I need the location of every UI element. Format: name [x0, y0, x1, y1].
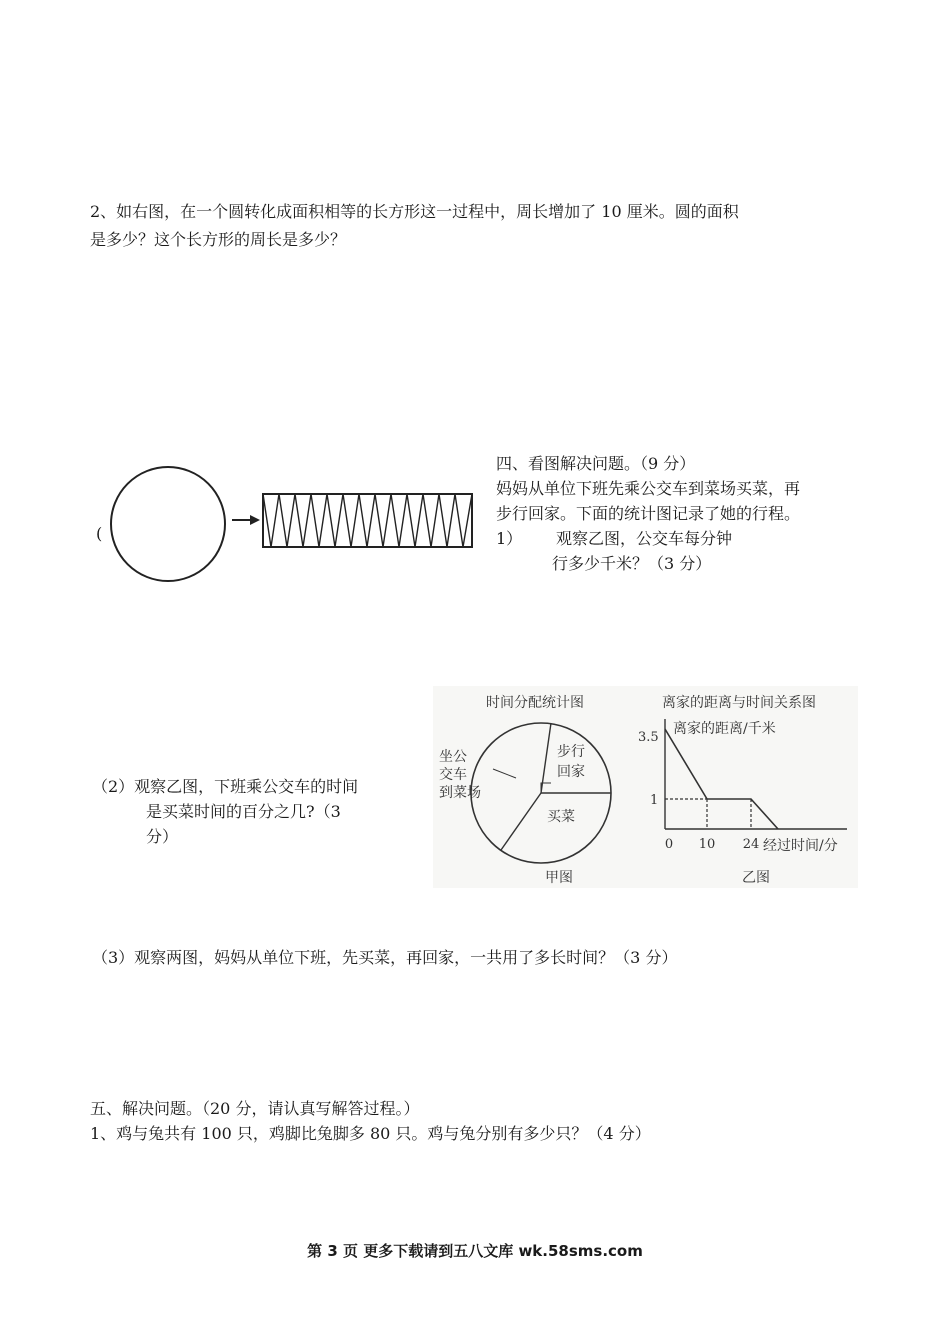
figure-paren: (: [96, 524, 103, 543]
zigzag-sectors: [263, 494, 472, 547]
q4-1-line2: 行多少千米？（3 分）: [552, 554, 712, 573]
charts-background: [433, 686, 858, 888]
circle-to-rectangle-figure: [104, 452, 479, 584]
xtick-24: 24: [742, 837, 760, 852]
circle-shape: [111, 467, 225, 581]
q4-1-line1: 观察乙图，公交车每分钟: [556, 529, 733, 548]
line-title: 离家的距离与时间关系图: [662, 695, 816, 711]
arrow-icon: [232, 515, 260, 525]
line-ylabel: 离家的距离/千米: [673, 721, 776, 737]
q2-line1: 2、如右图，在一个圆转化成面积相等的长方形这一过程中，周长增加了 10 厘米。圆的面积: [90, 202, 739, 221]
pie-caption: 甲图: [545, 870, 573, 886]
q4-2-line1: （2）观察乙图，下班乘公交车的时间: [92, 777, 359, 796]
q2-line2: 是多少？这个长方形的周长是多少？: [90, 230, 347, 249]
pie-label-walk-2: 回家: [557, 764, 585, 780]
xtick-10: 10: [698, 837, 716, 852]
ytick-3-5: 3.5: [638, 730, 659, 745]
section4-intro1: 妈妈从单位下班先乘公交车到菜场买菜，再: [496, 479, 801, 498]
q4-1-number: 1）: [496, 529, 523, 548]
section4-title: 四、看图解决问题。（9 分）: [496, 454, 696, 473]
q4-2-line2: 是买菜时间的百分之几?（3: [146, 802, 341, 821]
ytick-1: 1: [650, 793, 659, 808]
pie-label-bus-3: 到菜场: [439, 785, 481, 801]
section5-q1: 1、鸡与兔共有 100 只，鸡脚比兔脚多 80 只。鸡与兔分别有多少只？（4 分）: [90, 1124, 651, 1143]
page-footer: 第 3 页 更多下载请到五八文库 wk.58sms.com: [307, 1242, 643, 1260]
charts-figure: [433, 686, 858, 888]
line-caption: 乙图: [742, 870, 770, 886]
q4-3: （3）观察两图，妈妈从单位下班，先买菜，再回家，一共用了多长时间？（3 分）: [92, 948, 678, 967]
section5-title: 五、解决问题。（20 分，请认真写解答过程。）: [90, 1099, 420, 1118]
xtick-0: 0: [664, 837, 674, 852]
pie-label-walk-1: 步行: [557, 744, 585, 760]
pie-label-shop: 买菜: [547, 809, 575, 825]
pie-title: 时间分配统计图: [486, 695, 584, 711]
q4-2-line3: 分）: [146, 827, 179, 846]
line-xlabel: 经过时间/分: [763, 838, 838, 854]
section4-intro2: 步行回家。下面的统计图记录了她的行程。: [496, 504, 801, 523]
pie-label-bus-2: 交车: [439, 767, 467, 783]
pie-label-bus-1: 坐公: [439, 749, 467, 765]
